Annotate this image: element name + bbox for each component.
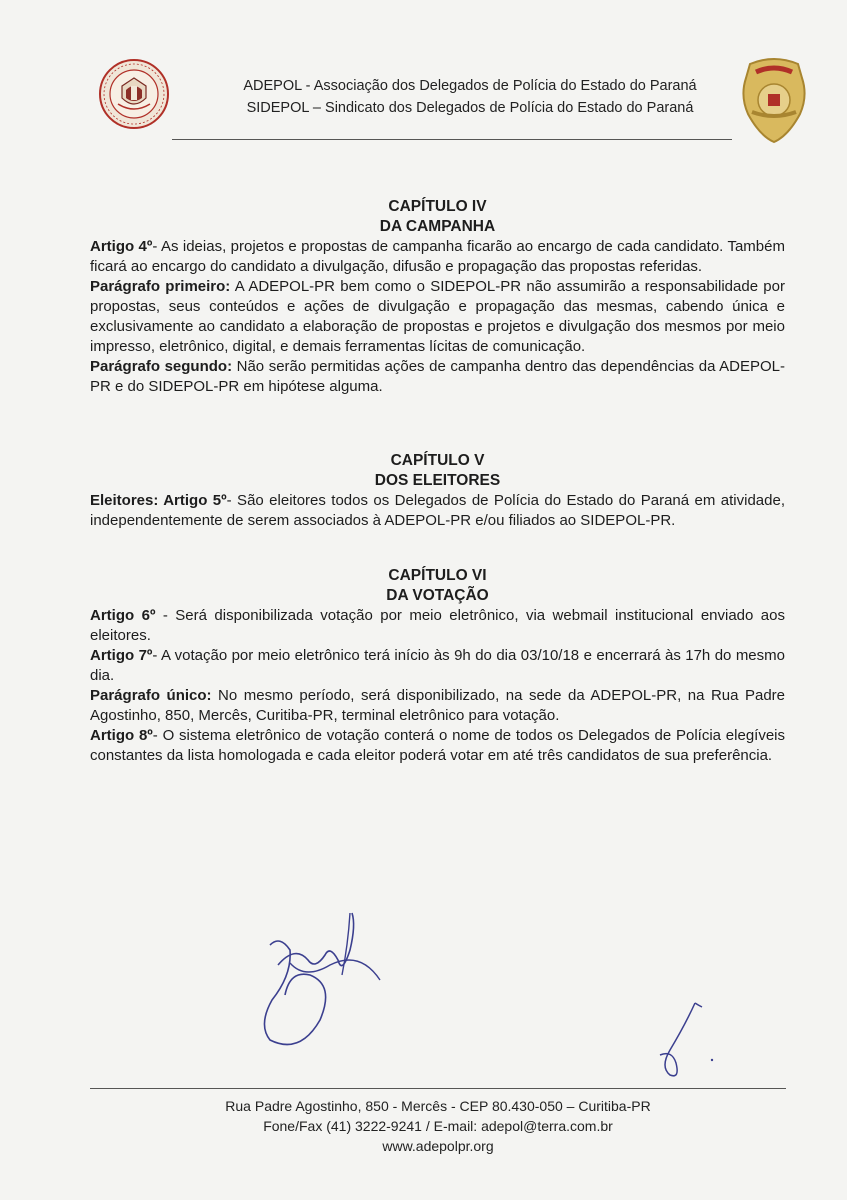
letterhead-line-1: ADEPOL - Associação dos Delegados de Polícia do Estado do Paraná <box>243 78 697 94</box>
footer-contact: Fone/Fax (41) 3222-9241 / E-mail: adepol@terra.com.br <box>263 1118 613 1134</box>
chapter-vi-title: DA VOTAÇÃO <box>386 587 489 604</box>
article-4: Artigo 4º- As ideias, projetos e propostas de campanha ficarão ao encargo de cada candidato. Também ficará ao encargo do candidato a divulgação, difusão e propagação das propostas referidas. <box>90 238 785 275</box>
letterhead <box>200 75 740 119</box>
article-4-paragraph-2: Parágrafo segundo: Não serão permitidas ações de campanha dentro das dependências da ADEPOL-PR e do SIDEPOL-PR em hipótese alguma. <box>90 358 786 395</box>
adepol-seal-icon <box>98 58 170 130</box>
signature-2 <box>640 995 730 1085</box>
chapter-iv-title: DA CAMPANHA <box>379 218 496 235</box>
header-divider <box>172 139 732 140</box>
footer-divider <box>90 1088 786 1089</box>
article-6: Artigo 6º - Será disponibilizada votação por meio eletrônico, via webmail institucional enviado aos eleitores. <box>90 607 785 644</box>
footer-address: Rua Padre Agostinho, 850 - Mercês - CEP 80.430-050 – Curitiba-PR <box>225 1098 651 1114</box>
chapter-v-number: CAPÍTULO V <box>390 452 485 469</box>
article-4-paragraph-1: Parágrafo primeiro: A ADEPOL-PR bem como o SIDEPOL-PR não assumirão a responsabilidade por propostas, seus conteúdos e ações de divulgação e propagação das mesmas, cabendo única e exclusivamente ao candidato a elaboração de propostas e projetos e divulgação dos mesmos por meio impresso, eletrônico, digital, e demais ferramentas lícitas de comunicação. <box>90 278 785 355</box>
signature-1 <box>230 905 390 1065</box>
footer <box>90 1096 786 1156</box>
chapter-iv-number: CAPÍTULO IV <box>388 198 487 215</box>
chapter-v-title: DOS ELEITORES <box>374 472 501 489</box>
article-7: Artigo 7º- A votação por meio eletrônico terá início às 9h do dia 03/10/18 e encerrará às 17h do mesmo dia. <box>90 647 785 684</box>
article-5: Eleitores: Artigo 5º- São eleitores todos os Delegados de Polícia do Estado do Paraná em atividade, independentemente de serem associados à ADEPOL-PR e/ou filiados ao SIDEPOL-PR. <box>90 492 785 529</box>
letterhead-line-2: SIDEPOL – Sindicato dos Delegados de Polícia do Estado do Paraná <box>246 100 694 116</box>
article-8: Artigo 8º- O sistema eletrônico de votação conterá o nome de todos os Delegados de Polícia elegíveis constantes da lista homologada e cada eleitor poderá votar em até três candidatos de sua preferência. <box>90 727 786 764</box>
footer-website: www.adepolpr.org <box>382 1138 494 1154</box>
sidepol-badge-icon <box>738 56 810 146</box>
article-7-sole-paragraph: Parágrafo único: No mesmo período, será disponibilizado, na sede da ADEPOL-PR, na Rua Padre Agostinho, 850, Mercês, Curitiba-PR, terminal eletrônico para votação. <box>90 687 786 724</box>
document-body <box>90 197 785 766</box>
chapter-vi-number: CAPÍTULO VI <box>388 567 487 584</box>
